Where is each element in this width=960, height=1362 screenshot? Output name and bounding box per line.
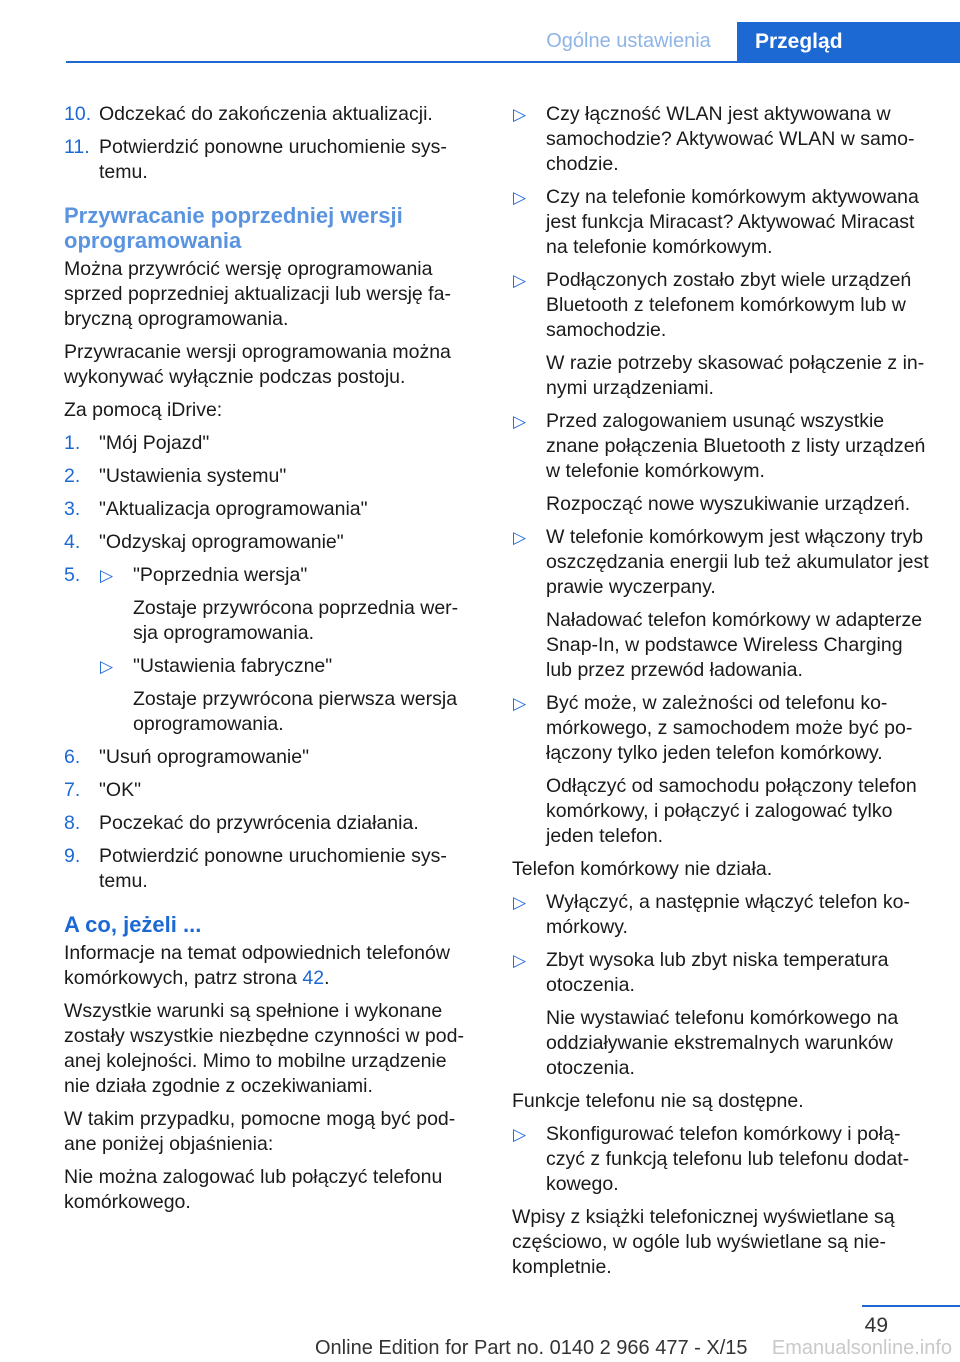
triangle-bullet-icon: ▷ xyxy=(513,412,527,431)
step-number: 8. xyxy=(64,812,81,834)
step-1 xyxy=(64,431,476,456)
bullet-miracast xyxy=(512,185,932,260)
paragraph: Wpisy z książki telefonicznej wyświetlane są częściowo, w ogóle lub wyświetlane są niekompletnie. xyxy=(512,1206,895,1278)
paragraph: Funkcje telefonu nie są dostępne. xyxy=(512,1090,804,1112)
paragraph: Przywracanie wersji oprogramowania można wykonywać wyłącznie podczas postoju. xyxy=(64,341,451,388)
step-text: "Odzyskaj oprogramowanie" xyxy=(99,531,344,553)
paragraph: W takim przypadku, pomocne mogą być podane poniżej objaśnienia: xyxy=(64,1108,456,1155)
step-8 xyxy=(64,811,476,836)
triangle-bullet-icon: ▷ xyxy=(513,893,527,912)
step-number: 2. xyxy=(64,465,81,487)
paragraph: Nie można zalogować lub połączyć telefonu komórkowego. xyxy=(64,1166,443,1213)
step-3 xyxy=(64,497,476,522)
step-number: 7. xyxy=(64,779,81,801)
triangle-bullet-icon: ▷ xyxy=(100,566,114,585)
step-11 xyxy=(64,135,476,185)
step-4 xyxy=(64,530,476,555)
watermark: Emanualsonline.info xyxy=(771,1337,952,1359)
header-section-title[interactable]: Ogólne ustawienia xyxy=(546,30,711,52)
bullet-text: Przed zalogowaniem usunąć wszystkie znane połączenia Bluetooth z listy urządzeń w telefonie komórkowym. xyxy=(546,410,926,482)
step-number: 5. xyxy=(64,564,81,586)
bullet-text: Wyłączyć, a następnie włączyć telefon komórkowy. xyxy=(546,891,910,938)
bullet-text: W telefonie komórkowym jest włączony tryb oszczędzania energii lub też akumulator jest prawie wyczerpany. xyxy=(546,526,929,598)
step-text: "Mój Pojazd" xyxy=(99,432,210,454)
step-number: 9. xyxy=(64,845,81,867)
triangle-bullet-icon: ▷ xyxy=(100,657,114,676)
bullet-text: Czy łączność WLAN jest aktywowana w samochodzie? Aktywować WLAN w samochodzie. xyxy=(546,103,915,175)
header-tab-przeglad[interactable]: Przegląd xyxy=(737,22,960,63)
bullet-note: Nie wystawiać telefonu komórkowego na oddziaływanie ekstremalnych warunków otoczenia. xyxy=(546,1007,899,1079)
bullet-text: Skonfigurować telefon komórkowy i połączyć z funkcją telefonu lub telefonu dodatkowego. xyxy=(546,1123,910,1195)
bullet-text: Podłączonych zostało zbyt wiele urządzeń Bluetooth z telefonem komórkowym lub w samochodzie. xyxy=(546,269,912,341)
bullet-wlan xyxy=(512,102,932,177)
heading-restore-previous: Przywracanie poprzedniej wersji oprogramowania xyxy=(64,203,403,253)
step-number: 11. xyxy=(64,136,90,158)
footer-rule xyxy=(862,1305,960,1307)
heading-what-if: A co, jeżeli ... xyxy=(64,912,202,937)
step-text: Odczekać do zakończenia aktualizacji. xyxy=(99,103,433,125)
step-text: Potwierdzić ponowne uruchomienie systemu. xyxy=(99,136,447,183)
step-text: "Aktualizacja oprogramowania" xyxy=(99,498,368,520)
paragraph-phone-info xyxy=(64,941,476,991)
edition-text: Online Edition for Part no. 0140 2 966 477 - X/15 xyxy=(315,1337,748,1359)
paragraph: Wszystkie warunki są spełnione i wykonane zostały wszystkie niezbędne czynności w podanej kolejności. Mimo to mobilne urządzenie nie działa zgodnie z oczekiwaniami. xyxy=(64,1000,464,1097)
step-6 xyxy=(64,745,476,770)
right-column xyxy=(512,102,932,1288)
step-number: 1. xyxy=(64,432,81,454)
step-7 xyxy=(64,778,476,803)
bullet-text: Czy na telefonie komórkowym aktywowana jest funkcja Miracast? Aktywować Miracast na telefonie komórkowym. xyxy=(546,186,919,258)
bullet-temperature xyxy=(512,948,932,1081)
step-number: 3. xyxy=(64,498,81,520)
paragraph: Telefon komórkowy nie działa. xyxy=(512,858,773,880)
step-9 xyxy=(64,844,476,894)
step-number: 6. xyxy=(64,746,81,768)
triangle-bullet-icon: ▷ xyxy=(513,188,527,207)
bullet-configure-phone xyxy=(512,1122,932,1197)
step-number: 4. xyxy=(64,531,81,553)
triangle-bullet-icon: ▷ xyxy=(513,951,527,970)
option-note: Zostaje przywrócona poprzednia wersja oprogramowania. xyxy=(133,597,459,644)
option-note: Zostaje przywrócona pierwsza wersja oprogramowania. xyxy=(133,688,458,735)
paragraph-text-end: . xyxy=(324,967,330,989)
step-number: 10. xyxy=(64,103,92,125)
triangle-bullet-icon: ▷ xyxy=(513,528,527,547)
bullet-text: Zbyt wysoka lub zbyt niska temperatura otoczenia. xyxy=(546,949,889,996)
page-link-42[interactable]: 42 xyxy=(302,967,325,989)
bullet-note: Odłączyć od samochodu połączony telefon komórkowy, i połączyć i zalogować tylko jeden telefon. xyxy=(546,775,917,847)
bullet-single-phone xyxy=(512,691,932,849)
step-text: "OK" xyxy=(99,779,142,801)
bullet-note: W razie potrzeby skasować połączenie z innymi urządzeniami. xyxy=(546,352,925,399)
bullet-restart-phone xyxy=(512,890,932,940)
option-factory-settings xyxy=(99,654,476,737)
page-number: 49 xyxy=(864,1314,888,1337)
paragraph: Można przywrócić wersję oprogramowania sprzed poprzedniej aktualizacji lub wersję fabryczną oprogramowania. xyxy=(64,258,451,330)
step-5 xyxy=(64,563,476,737)
triangle-bullet-icon: ▷ xyxy=(513,694,527,713)
option-text: "Poprzednia wersja" xyxy=(133,564,308,586)
triangle-bullet-icon: ▷ xyxy=(513,105,527,124)
step-10 xyxy=(64,102,476,127)
paragraph-text: Informacje na temat odpowiednich telefonów komórkowych, patrz strona xyxy=(64,942,450,989)
bullet-note: Rozpocząć nowe wyszukiwanie urządzeń. xyxy=(546,493,911,515)
triangle-bullet-icon: ▷ xyxy=(513,1125,527,1144)
bullet-note: Naładować telefon komórkowy w adapterze Snap-In, w podstawce Wireless Charging lub przez przewód ładowania. xyxy=(546,609,923,681)
bullet-text: Być może, w zależności od telefonu komórkowego, z samochodem może być połączony tylko jeden telefon komórkowy. xyxy=(546,692,913,764)
step-text: "Ustawienia systemu" xyxy=(99,465,287,487)
step-text: Poczekać do przywrócenia działania. xyxy=(99,812,419,834)
option-text: "Ustawienia fabryczne" xyxy=(133,655,333,677)
paragraph: Za pomocą iDrive: xyxy=(64,399,223,421)
triangle-bullet-icon: ▷ xyxy=(513,271,527,290)
step-2 xyxy=(64,464,476,489)
bullet-remove-connections xyxy=(512,409,932,517)
option-previous-version xyxy=(99,563,476,646)
step-text: "Usuń oprogramowanie" xyxy=(99,746,310,768)
left-column xyxy=(64,102,476,1223)
bullet-power-saving xyxy=(512,525,932,683)
step-text: Potwierdzić ponowne uruchomienie systemu. xyxy=(99,845,447,892)
bullet-too-many-devices xyxy=(512,268,932,401)
